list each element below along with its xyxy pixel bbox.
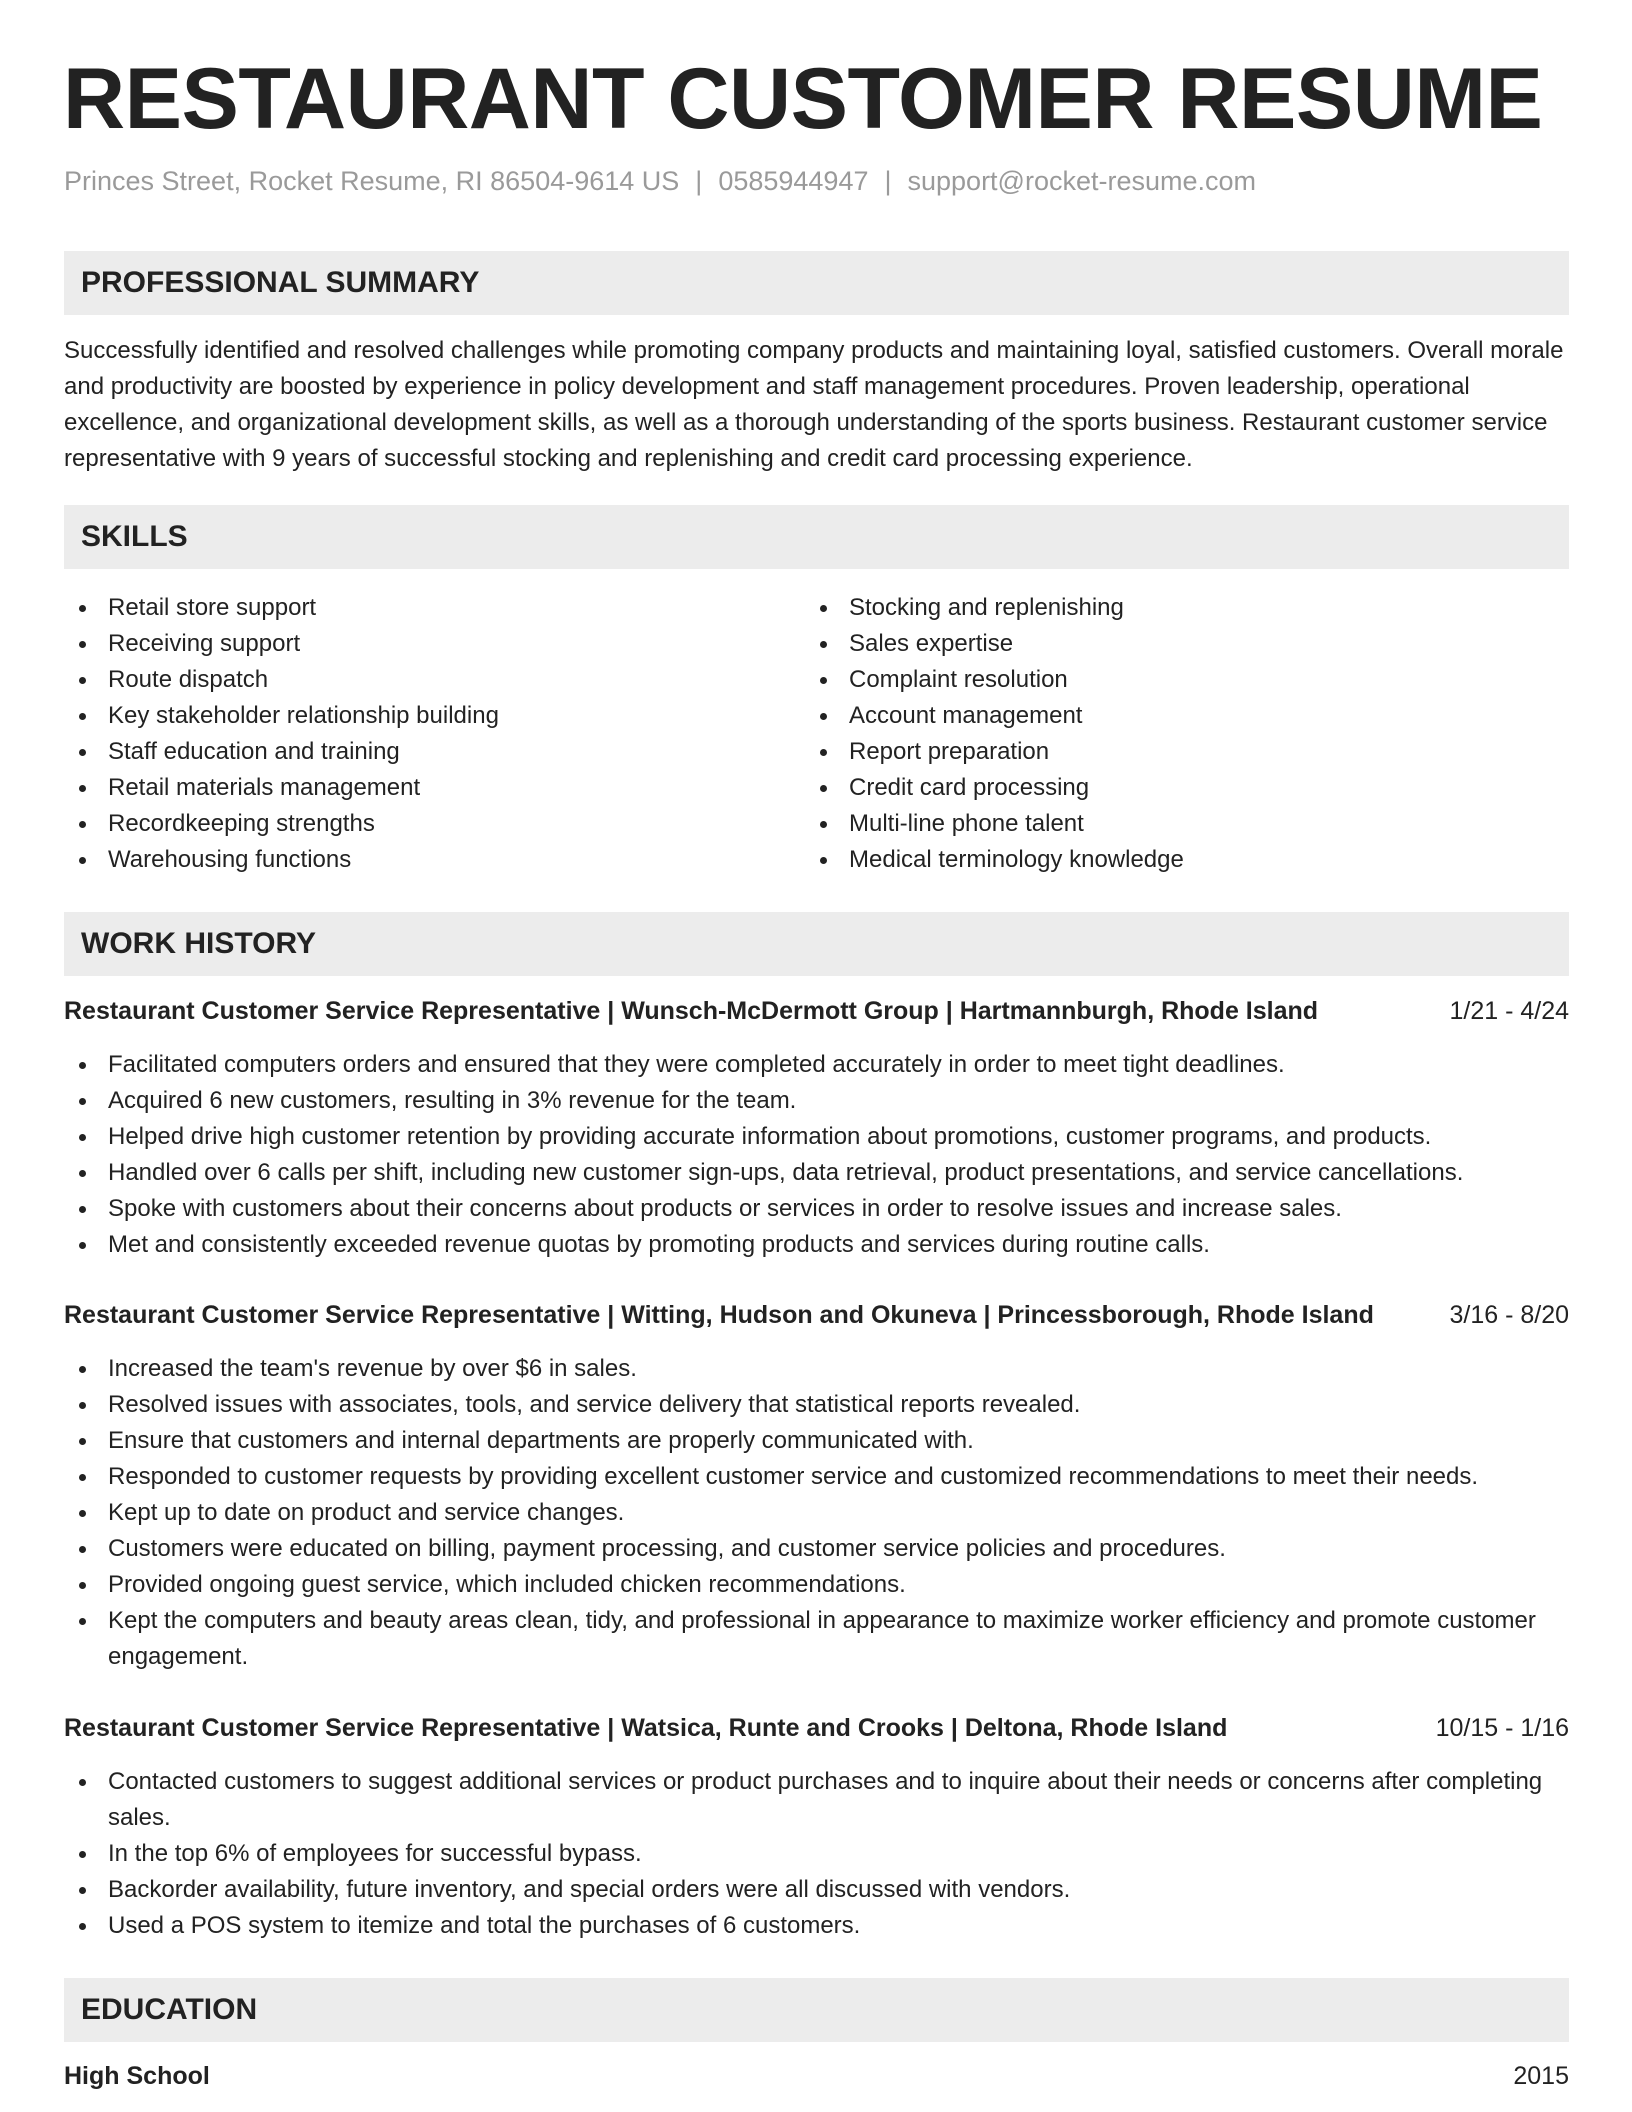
skills-column-left	[64, 590, 784, 878]
job-bullet: In the top 6% of employees for successful bypass.	[64, 1836, 1569, 1872]
job-bullet: Kept up to date on product and service changes.	[64, 1495, 1569, 1531]
section-header-summary: PROFESSIONAL SUMMARY	[64, 251, 1569, 315]
education-degree: High School	[64, 2062, 210, 2090]
job-bullet: Kept the computers and beauty areas clean, tidy, and professional in appearance to maximize worker efficiency and promote customer engagement.	[64, 1603, 1569, 1675]
resume-title: RESTAURANT CUSTOMER RESUME	[63, 51, 1543, 147]
skill-item: Staff education and training	[64, 734, 784, 770]
job-title: Restaurant Customer Service Representative | Wunsch-McDermott Group | Hartmannburgh, Rhode Island	[64, 997, 1319, 1025]
job-dates: 1/21 - 4/24	[1449, 997, 1569, 1025]
summary-text: Successfully identified and resolved challenges while promoting company products and maintaining loyal, satisfied customers. Overall morale and productivity are boosted by experience in policy development and staff management procedures. Proven leadership, operational excellence, and organizational development skills, as well as a thorough understanding of the sports business. Restaurant customer service representative with 9 years of successful stocking and replenishing and credit card processing experience.	[64, 337, 1564, 472]
skill-item: Recordkeeping strengths	[64, 806, 784, 842]
job-bullet: Met and consistently exceeded revenue quotas by promoting products and services during routine calls.	[64, 1227, 1569, 1263]
skill-item: Multi-line phone talent	[805, 806, 1525, 842]
education-row	[64, 2058, 1569, 2094]
job-bullet: Spoke with customers about their concerns about products or services in order to resolve issues and increase sales.	[64, 1191, 1569, 1227]
job-bullet: Used a POS system to itemize and total the purchases of 6 customers.	[64, 1908, 1569, 1944]
job-bullet: Backorder availability, future inventory, and special orders were all discussed with vendors.	[64, 1872, 1569, 1908]
section-header-skills: SKILLS	[64, 505, 1569, 569]
job-bullet: Increased the team's revenue by over $6 in sales.	[64, 1351, 1569, 1387]
job-bullet: Acquired 6 new customers, resulting in 3% revenue for the team.	[64, 1083, 1569, 1119]
skill-item: Sales expertise	[805, 626, 1525, 662]
skill-item: Account management	[805, 698, 1525, 734]
skill-item: Medical terminology knowledge	[805, 842, 1525, 878]
job-title-row	[64, 1710, 1569, 1746]
skill-item: Warehousing functions	[64, 842, 784, 878]
job-bullet: Ensure that customers and internal departments are properly communicated with.	[64, 1423, 1569, 1459]
job-bullets	[64, 1047, 1569, 1263]
skill-item: Complaint resolution	[805, 662, 1525, 698]
job-title-row	[64, 1297, 1569, 1333]
contact-line	[64, 166, 1256, 197]
job-bullets	[64, 1764, 1569, 1944]
skills-list-right	[805, 590, 1525, 878]
contact-phone: 0585944947	[718, 166, 869, 196]
contact-separator: |	[884, 166, 892, 196]
skill-item: Receiving support	[64, 626, 784, 662]
section-header-work-history: WORK HISTORY	[64, 912, 1569, 976]
job-bullet: Provided ongoing guest service, which included chicken recommendations.	[64, 1567, 1569, 1603]
skill-item: Retail store support	[64, 590, 784, 626]
skills-column-right	[805, 590, 1525, 878]
section-header-education: EDUCATION	[64, 1978, 1569, 2042]
skill-item: Retail materials management	[64, 770, 784, 806]
job-title: Restaurant Customer Service Representative | Witting, Hudson and Okuneva | Princessborough, Rhode Island	[64, 1301, 1374, 1329]
job-bullet: Helped drive high customer retention by providing accurate information about promotions, customer programs, and products.	[64, 1119, 1569, 1155]
contact-separator: |	[695, 166, 703, 196]
job-bullet: Handled over 6 calls per shift, including new customer sign-ups, data retrieval, product presentations, and service cancellations.	[64, 1155, 1569, 1191]
job-bullet: Contacted customers to suggest additional services or product purchases and to inquire about their needs or concerns after completing sales.	[64, 1764, 1569, 1836]
job-bullet: Responded to customer requests by providing excellent customer service and customized recommendations to meet their needs.	[64, 1459, 1569, 1495]
skill-item: Key stakeholder relationship building	[64, 698, 784, 734]
job-bullet: Customers were educated on billing, payment processing, and customer service policies and procedures.	[64, 1531, 1569, 1567]
job-dates: 10/15 - 1/16	[1435, 1714, 1569, 1742]
skill-item: Stocking and replenishing	[805, 590, 1525, 626]
job-bullet: Facilitated computers orders and ensured that they were completed accurately in order to meet tight deadlines.	[64, 1047, 1569, 1083]
skills-list-left	[64, 590, 784, 878]
contact-address: Princes Street, Rocket Resume, RI 86504-9614 US	[64, 166, 680, 196]
skill-item: Credit card processing	[805, 770, 1525, 806]
job-title: Restaurant Customer Service Representative | Watsica, Runte and Crooks | Deltona, Rhode Island	[64, 1714, 1228, 1742]
skill-item: Route dispatch	[64, 662, 784, 698]
job-bullet: Resolved issues with associates, tools, and service delivery that statistical reports revealed.	[64, 1387, 1569, 1423]
job-dates: 3/16 - 8/20	[1449, 1301, 1569, 1329]
contact-email: support@rocket-resume.com	[907, 166, 1257, 196]
job-bullets	[64, 1351, 1569, 1675]
skill-item: Report preparation	[805, 734, 1525, 770]
education-year: 2015	[1513, 2062, 1569, 2090]
job-title-row	[64, 993, 1569, 1029]
